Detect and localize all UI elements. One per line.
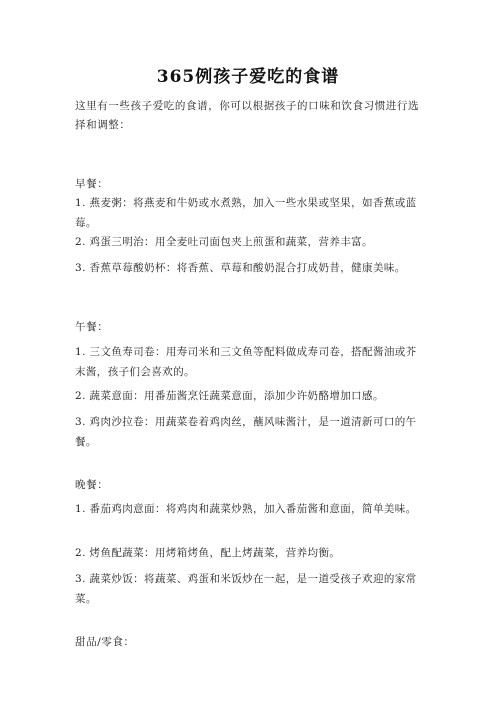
section-heading-dessert: 甜品/零食：: [75, 636, 135, 648]
lunch-item-1: 1. 三文鱼寿司卷：用寿司米和三文鱼等配料做成寿司卷，搭配酱油或芥末酱，孩子们会喜欢的。: [75, 346, 417, 378]
section-heading-breakfast: 早餐：: [75, 178, 109, 190]
section-heading-dinner: 晚餐：: [75, 479, 109, 491]
dinner-item-1: 1. 番茄鸡肉意面：将鸡肉和蔬菜炒熟，加入番茄酱和意面，简单美味。: [75, 503, 417, 515]
lunch-item-2: 2. 蔬菜意面：用番茄酱烹饪蔬菜意面，添加少许奶酪增加口感。: [75, 390, 384, 402]
dinner-item-2: 2. 烤鱼配蔬菜：用烤箱烤鱼，配上烤蔬菜，营养均衡。: [75, 547, 341, 559]
page-title: 365例孩子爱吃的食谱: [156, 67, 340, 87]
section-heading-lunch: 午餐：: [75, 321, 109, 333]
dinner-item-3: 3. 蔬菜炒饭：将蔬菜、鸡蛋和米饭炒在一起，是一道受孩子欢迎的家常菜。: [75, 573, 417, 605]
breakfast-item-2: 2. 鸡蛋三明治：用全麦吐司面包夹上煎蛋和蔬菜，营养丰富。: [75, 236, 373, 248]
breakfast-item-1: 1. 燕麦粥：将燕麦和牛奶或水煮熟，加入一些水果或坚果，如香蕉或蓝莓。: [75, 197, 417, 229]
breakfast-item-3: 3. 香蕉草莓酸奶杯：将香蕉、草莓和酸奶混合打成奶昔，健康美味。: [75, 262, 406, 274]
intro-paragraph: 这里有一些孩子爱吃的食谱，你可以根据孩子的口味和饮食习惯进行选择和调整：: [75, 100, 420, 131]
lunch-item-3: 3. 鸡肉沙拉卷：用蔬菜卷着鸡肉丝，蘸风味酱汁，是一道清新可口的午餐。: [75, 416, 417, 448]
